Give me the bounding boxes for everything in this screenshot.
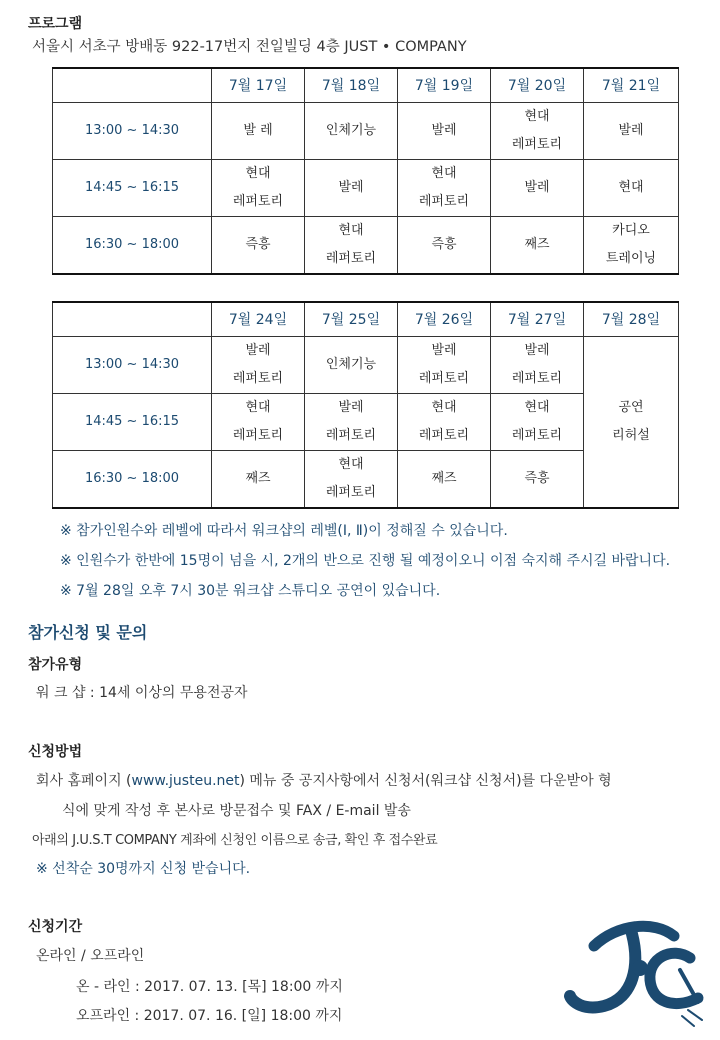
class-cell: 즉흥 [491, 451, 584, 509]
class-cell: 현대 레퍼토리 [398, 394, 491, 451]
table-header-row [53, 68, 679, 103]
period-online: 온 - 라인 : 2017. 07. 13. [목] 18:00 까지 [76, 979, 343, 995]
date-header: 7월 28일 [584, 302, 679, 337]
class-cell: 발레 [305, 160, 398, 217]
time-slot: 14:45 ~ 16:15 [53, 394, 212, 451]
time-slot: 16:30 ~ 18:00 [53, 451, 212, 509]
class-cell: 발레 [584, 103, 679, 160]
schedule-table-week2 [52, 301, 679, 509]
class-cell: 발레 레퍼토리 [491, 337, 584, 394]
apply-section-title: 참가신청 및 문의 [28, 623, 148, 642]
class-cell: 발레 레퍼토리 [212, 337, 305, 394]
date-header: 7월 17일 [212, 68, 305, 103]
class-cell: 발레 레퍼토리 [305, 394, 398, 451]
class-cell: 현대 레퍼토리 [212, 394, 305, 451]
note-performance: ※ 7월 28일 오후 7시 30분 워크샵 스튜디오 공연이 있습니다. [60, 583, 441, 599]
date-header: 7월 20일 [491, 68, 584, 103]
period-type: 온라인 / 오프라인 [36, 948, 145, 964]
note-class-split: ※ 인원수가 한반에 15명이 넘을 시, 2개의 반으로 진행 될 예정이오니 이점 숙지해 주시길 바랍니다. [60, 553, 671, 569]
header-corner-cell [53, 302, 212, 337]
class-cell: 현대 레퍼토리 [398, 160, 491, 217]
schedule-table-week1 [52, 67, 679, 275]
class-cell: 발레 [398, 103, 491, 160]
time-slot: 16:30 ~ 18:00 [53, 217, 212, 275]
note-level: ※ 참가인원수와 레벨에 따라서 워크샵의 레벨(Ⅰ, Ⅱ)이 정해질 수 있습니다. [60, 523, 508, 539]
type-heading: 참가유형 [28, 657, 83, 673]
type-text: 워 크 샵 : 14세 이상의 무용전공자 [36, 685, 248, 701]
logo-dot-icon [632, 960, 648, 976]
table-row [53, 103, 679, 160]
method-line-3: 아래의 J.U.S.T COMPANY 계좌에 신청인 이름으로 송금, 확인 후 접수완료 [32, 833, 438, 848]
class-cell: 현대 레퍼토리 [305, 217, 398, 275]
class-cell: 현대 레퍼토리 [212, 160, 305, 217]
class-cell: 즉흥 [212, 217, 305, 275]
class-cell: 인체기능 [305, 103, 398, 160]
table-row [53, 337, 679, 394]
method-heading: 신청방법 [28, 744, 83, 760]
class-cell: 발레 레퍼토리 [398, 337, 491, 394]
class-cell: 째즈 [398, 451, 491, 509]
class-cell: 인체기능 [305, 337, 398, 394]
date-header: 7월 18일 [305, 68, 398, 103]
time-slot: 13:00 ~ 14:30 [53, 337, 212, 394]
program-address: 서울시 서초구 방배동 922-17번지 전일빌딩 4층 JUST • COMPANY [32, 39, 467, 55]
class-cell: 현대 레퍼토리 [491, 394, 584, 451]
class-cell: 현대 레퍼토리 [491, 103, 584, 160]
date-header: 7월 25일 [305, 302, 398, 337]
header-corner-cell [53, 68, 212, 103]
homepage-link[interactable]: www.justeu.net [131, 773, 240, 789]
date-header: 7월 27일 [491, 302, 584, 337]
method-line-2: 식에 맞게 작성 후 본사로 방문접수 및 FAX / E-mail 발송 [62, 803, 411, 819]
class-cell: 카디오 트레이닝 [584, 217, 679, 275]
class-cell: 현대 [584, 160, 679, 217]
merged-class-cell: 공연 리허설 [584, 337, 679, 509]
period-offline: 오프라인 : 2017. 07. 16. [일] 18:00 까지 [76, 1008, 343, 1024]
table-row [53, 217, 679, 275]
program-heading: 프로그램 [28, 16, 83, 32]
date-header: 7월 26일 [398, 302, 491, 337]
just-company-logo [562, 910, 712, 1035]
method-note: ※ 선착순 30명까지 신청 받습니다. [36, 861, 251, 877]
class-cell: 즉흥 [398, 217, 491, 275]
table-header-row [53, 302, 679, 337]
class-cell: 째즈 [491, 217, 584, 275]
method-line-1: 회사 홈페이지 (www.justeu.net) 메뉴 중 공지사항에서 신청서(워크샵 신청서)를 다운받아 형 [36, 773, 612, 789]
class-cell: 현대 레퍼토리 [305, 451, 398, 509]
table-row [53, 160, 679, 217]
class-cell: 째즈 [212, 451, 305, 509]
date-header: 7월 19일 [398, 68, 491, 103]
date-header: 7월 24일 [212, 302, 305, 337]
date-header: 7월 21일 [584, 68, 679, 103]
class-cell: 발레 [491, 160, 584, 217]
period-heading: 신청기간 [28, 919, 83, 935]
class-cell: 발 레 [212, 103, 305, 160]
time-slot: 14:45 ~ 16:15 [53, 160, 212, 217]
time-slot: 13:00 ~ 14:30 [53, 103, 212, 160]
